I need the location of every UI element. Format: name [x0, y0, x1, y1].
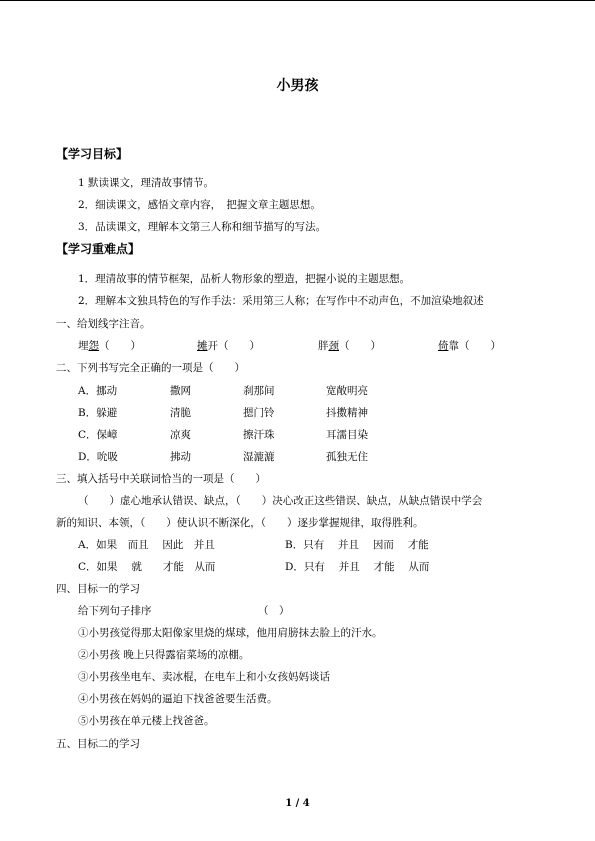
q4-label: 四、目标一的学习 — [56, 583, 140, 595]
q3-text-line-2: 新的知识、本领，（ ）使认识不断深化，（ ）逐步掌握规律，取得胜利。 — [56, 517, 424, 529]
q2-row-a-col4: 宽敞明亮 — [326, 385, 368, 397]
keypoints-heading: 【学习重难点】 — [56, 242, 141, 256]
q2-row-b-col3: 摁门铃 — [243, 407, 275, 419]
q4-item-2: ②小男孩 晚上只得露宿菜场的凉棚。 — [78, 649, 250, 661]
q4-item-3: ③小男孩坐电车、卖冰棍，在电车上和小女孩妈妈谈话 — [78, 671, 330, 683]
q2-row-a-col1: A．挪动 — [78, 385, 118, 397]
q1-label: 一、给划线字注音。 — [56, 318, 151, 330]
objective-item-1: 1 默读课文，理清故事情节。 — [78, 177, 215, 189]
objective-item-2: 2．细读课文，感悟文章内容， 把握文章主题思想。 — [78, 199, 321, 211]
q3-option-c: C．如果 就 才能 从而 — [78, 561, 216, 573]
keypoint-item-2: 2．理解本文独具特色的写作手法：采用第三人称；在写作中不动声色，不加渲染地叙述 — [78, 295, 484, 307]
page-title: 小男孩 — [276, 78, 319, 94]
q4-answer-blank: （ ） — [258, 605, 290, 617]
q2-label: 二、下列书写完全正确的一项是（ ） — [56, 362, 245, 374]
q3-option-a: A．如果 而且 因此 并且 — [78, 539, 215, 551]
q2-row-b-col4: 抖擞精神 — [326, 407, 368, 419]
q3-label: 三、填入括号中关联词恰当的一项是（ ） — [56, 473, 266, 485]
q2-row-d-col4: 孤独无住 — [326, 451, 368, 463]
q2-row-a-col2: 撒网 — [170, 385, 191, 397]
objectives-heading: 【学习目标】 — [56, 147, 129, 161]
q3-option-b: B．只有 并且 因而 才能 — [285, 539, 429, 551]
q2-row-b-col2: 清脆 — [170, 407, 191, 419]
q2-row-d-col3: 湿漉漉 — [243, 451, 275, 463]
q2-row-c-col4: 耳濡目染 — [326, 429, 368, 441]
q4-item-1: ①小男孩觉得那太阳像家里烧的煤球，他用肩膀抹去脸上的汗水。 — [78, 627, 383, 639]
q5-label: 五、目标二的学习 — [56, 738, 140, 750]
q4-instruction: 给下列句子排序 — [78, 605, 152, 617]
q2-row-c-col1: C．保嶂 — [78, 429, 118, 441]
q2-row-d-col2: 拂动 — [170, 451, 191, 463]
q2-row-a-col3: 刹那间 — [243, 385, 275, 397]
q4-item-5: ⑤小男孩在单元楼上找爸爸。 — [78, 715, 215, 727]
objective-item-3: 3．品读课文，理解本文第三人称和细节描写的写法。 — [78, 221, 327, 233]
q2-row-b-col1: B．躲避 — [78, 407, 118, 419]
q3-option-d: D．只有 并且 才能 从而 — [285, 561, 430, 573]
q1-word-1: 埋怨（ ） — [78, 340, 141, 352]
q4-item-4: ④小男孩在妈妈的逼迫下找爸爸要生活费。 — [78, 693, 278, 705]
q2-row-c-col2: 凉爽 — [170, 429, 191, 441]
q2-row-c-col3: 擦汗珠 — [243, 429, 275, 441]
q1-word-3: 胖颈（ ） — [318, 340, 381, 352]
top-border-line — [0, 0, 595, 1]
q1-word-2: 摊开（ ） — [197, 340, 260, 352]
keypoint-item-1: 1．理清故事的情节框架，品析人物形象的塑造，把握小说的主题思想。 — [78, 273, 411, 285]
q1-word-4: 倚靠（ ） — [438, 340, 501, 352]
q3-text-line-1: （ ）虚心地承认错误、缺点，（ ）决心改正这些错误、缺点，从缺点错误中学会 — [78, 495, 483, 507]
q2-row-d-col1: D．吮吸 — [78, 451, 118, 463]
page-number: 1 / 4 — [285, 798, 310, 809]
